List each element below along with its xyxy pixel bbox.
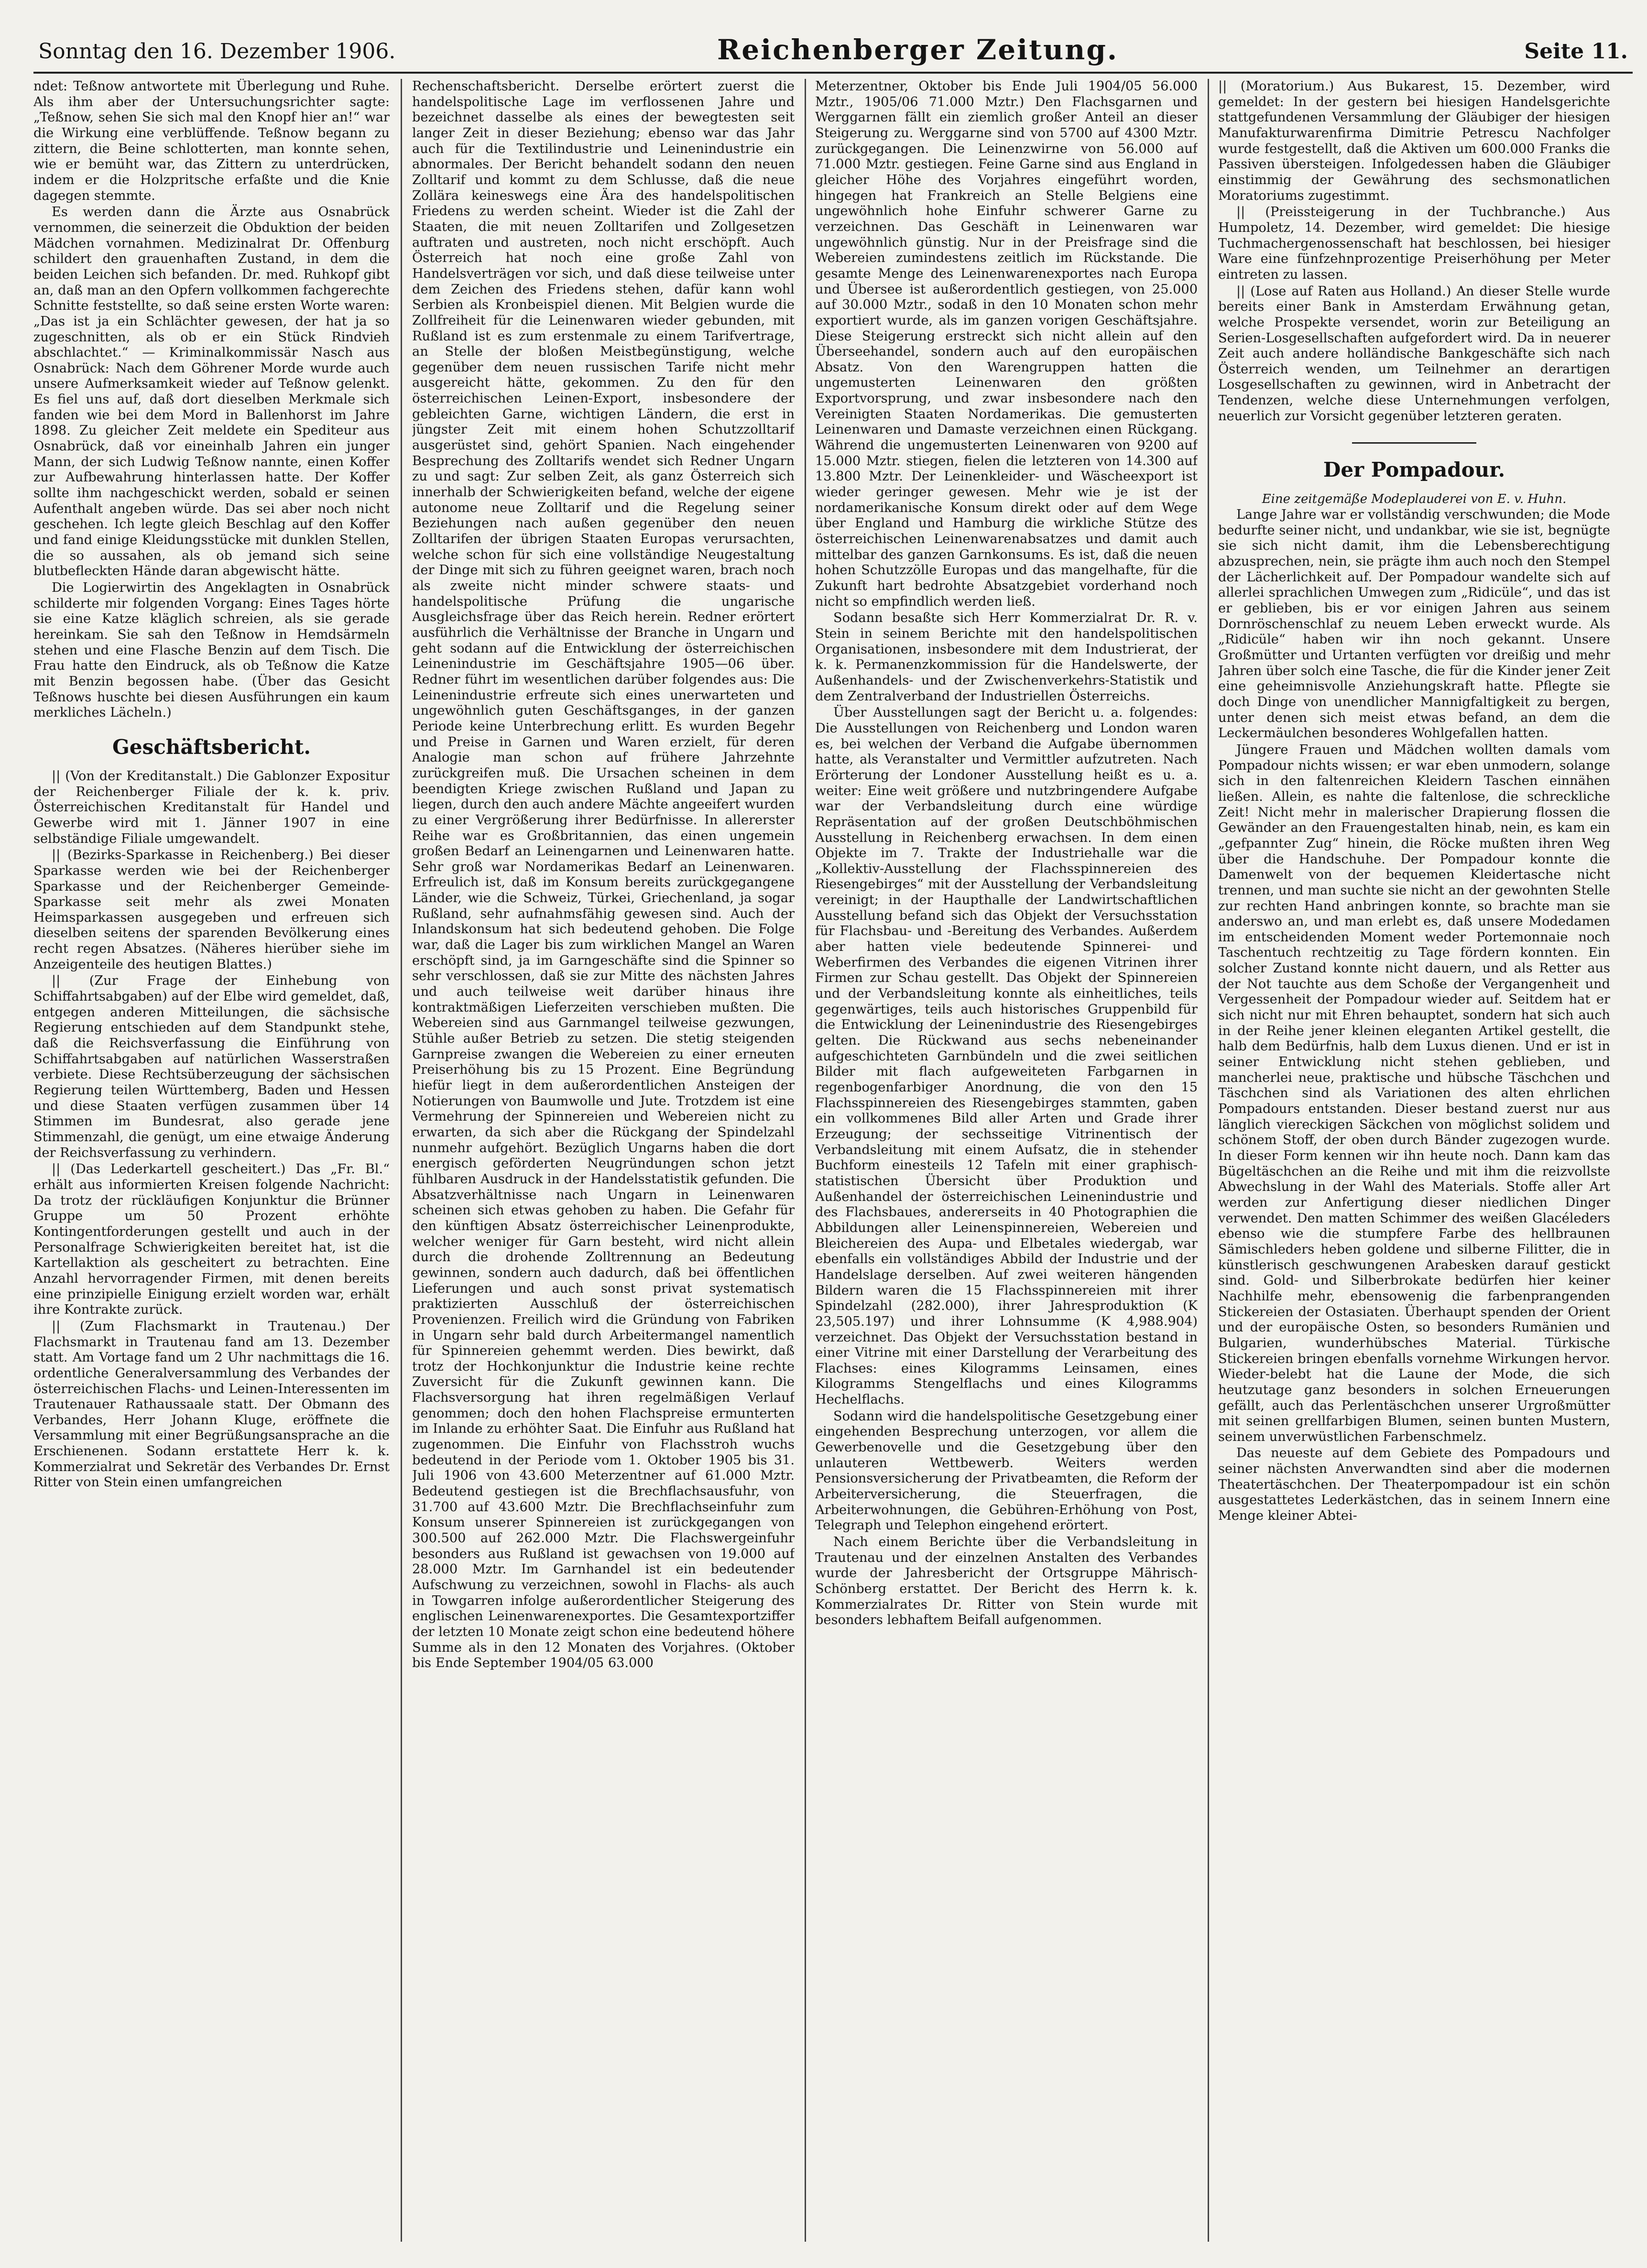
article-paragraph: Die Logierwirtin des Angeklagten in Osnabrück schilderte mir folgenden Vorgang: Eines Tages hörte sie eine Katze kläglich schreien, als sie gerade hereinkam. Sie sah den Teßnow in Hemdsärmeln stehen und eine Flasche Benzin auf dem Tisch. Die Frau hatte den Eindruck, als ob Teßnow die Katze mit Benzin begossen habe. (Über das Gesicht Teßnows huschte bei diesen Ausführungen ein kaum merkliches Lächeln.) <box>33 580 390 720</box>
column-divider <box>805 79 806 2242</box>
article-paragraph: Meterzentner, Oktober bis Ende Juli 1904/05 56.000 Mztr., 1905/06 71.000 Mztr.) Den Flachsgarnen und Werggarnen fällt ein ziemlich großer Anteil an dieser Steigerung zu. Werggarne sind von 5700 auf 4300 Mztr. zurückgegangen. Die Leinenzwirne von 56.000 auf 71.000 Mztr. gestiegen. Feine Garne sind aus England in gleicher Höhe des Vorjahres eingeführt worden, hingegen hat Frankreich an Stelle Belgiens eine ungewöhnlich hohe Einfuhr schwerer Garne zu verzeichnen. Das Geschäft in Leinenwaren war ungewöhnlich günstig. Nur in der Preisfrage sind die Webereien zumindestens zeitlich im Rückstande. Die gesamte Menge des Leinenwarenexportes nach Europa und Übersee ist außerordentlich gestiegen, von 25.000 auf 30.000 Mztr., sodaß in den 10 Monaten schon mehr exportiert wurde, als im ganzen vorigen Geschäftsjahre. Diese Steigerung erstreckt sich nicht allein auf den Überseehandel, sondern auch auf den europäischen Absatz. Von den Warengruppen hatten die ungemusterten Leinenwaren den größten Exportvorsprung, und zwar insbesondere nach den Vereinigten Staaten Nordamerikas. Die gemusterten Leinenwaren und Damaste verzeichnen einen Rückgang. Während die ungemusterten Leinenwaren von 9200 auf 15.000 Mztr. stiegen, fielen die letzteren von 14.300 auf 13.800 Mztr. Der Leinenkleider- und Wäscheexport ist wieder geringer gewesen. Mehr wie je ist der nordamerikanische Konsum direkt oder auf dem Wege über England und Hamburg die wirkliche Stütze des österreichischen Leinenwarenabsatzes und damit auch mittelbar des ganzen Garnkonsums. Es ist, daß die neuen hohen Schutzzölle Europas und das mangelhafte, für die Zukunft hart bedrohte Absatzgebiet vorderhand noch nicht so empfindlich werden ließ. <box>815 79 1198 609</box>
column-divider <box>1208 79 1209 2242</box>
column-1 <box>33 79 390 2242</box>
news-item: || (Bezirks-Sparkasse in Reichenberg.) Bei dieser Sparkasse werden wie bei der Reichenberger Sparkasse und der Reichenberger Gemeinde-Sparkasse seit mehr als zwei Monaten Heimsparkassen ausgegeben und erfreuen sich dieselben seitens der sparenden Bevölkerung eines recht regen Absatzes. (Näheres hierüber siehe im Anzeigenteile des heutigen Blattes.) <box>33 848 390 972</box>
article-paragraph: Sodann besaßte sich Herr Kommerzialrat Dr. R. v. Stein in seinem Berichte mit den handelspolitischen Organisationen, insbesondere mit dem Industrierat, der k. k. Permanenzkommission für die Handelswerte, der Außenhandels- und der Zwischenverkehrs-Statistik und dem Zentralverband der Industriellen Österreichs. <box>815 611 1198 704</box>
news-item: || (Preissteigerung in der Tuchbranche.) Aus Humpoletz, 14. Dezember, wird gemeldet: Die hiesige Tuchmachergenossenschaft hat beschlossen, bei hiesiger Ware eine fünfzehnprozentige Preiserhöhung per Meter eintreten zu lassen. <box>1218 205 1610 282</box>
newspaper-title: Reichenberger Zeitung. <box>717 33 1119 66</box>
news-item: || (Zum Flachsmarkt in Trautenau.) Der Flachsmarkt in Trautenau fand am 13. Dezember statt. Am Vortage fand um 2 Uhr nachmittags die 16. ordentliche Generalversammlung des Verbandes der österreichischen Flachs- und Leinen-Interessenten im Trautenauer Rathaussaale statt. Der Obmann des Verbandes, Herr Johann Kluge, eröffnete die Versammlung mit einer Begrüßungsansprache an die Erschienenen. Sodann erstattete Herr k. k. Kommerzialrat und Sekretär des Verbandes Dr. Ernst Ritter von Stein einen umfangreichen <box>33 1319 390 1490</box>
page-header <box>0 0 1647 67</box>
article-paragraph: Über Ausstellungen sagt der Bericht u. a. folgendes: Die Ausstellungen von Reichenberg und London waren es, bei welchen der Verband die Aufgabe übernommen hatte, als Veranstalter und Vermittler aufzutreten. Nach Erörterung der Londoner Ausstellung heißt es u. a. weiter: Eine weit größere und nutzbringendere Aufgabe war der Verbandsleitung durch eine würdige Repräsentation auf der großen Deutschböhmischen Ausstellung in Reichenberg erwachsen. In dem einen Objekte im 7. Trakte der Industriehalle war die „Kollektiv-Ausstellung der Flachsspinnereien des Riesengebirges“ mit der Ausstellung der Verbandsleitung vereinigt; in der Haupthalle der Landwirtschaftlichen Ausstellung befand sich das Objekt der Versuchsstation für Flachsbau- und -Bereitung des Verbandes. Außerdem aber hatten viele bedeutende Spinnerei- und Weberfirmen des Verbandes die eigenen Vitrinen ihrer Firmen zur Schau gestellt. Das Objekt der Spinnereien und der Verbandsleitung konnte als einheitliches, teils gegenwärtiges, teils auch historisches Gruppenbild für die Entwicklung der Leinenindustrie des Riesengebirges gelten. Die Rückwand aus sechs nebeneinander aufgeschichteten Garnbündeln und die zwei seitlichen Bilder mit flach aufgeweiteten Farbgarnen in regenbogenfarbiger Anordnung, die von den 15 Flachsspinnereien des Riesengebirges stammten, gaben ein vollkommenes Bild aller Arten und Grade ihrer Erzeugung; der sechsseitige Vitrinentisch der Verbandsleitung mit einem Aufsatz, die in stehender Buchform einesteils 12 Tafeln mit einer graphisch-statistischen Übersicht über Produktion und Außenhandel der österreichischen Leinenindustrie und des Flachsbaues, andererseits in 40 Photographien die Abbildungen aller Leinenspinnereien, Webereien und Bleichereien des Aupa- und Elbetales wiedergab, war ebenfalls ein vollständiges Abbild der Industrie und der Handelslage derselben. Auf zwei weiteren hängenden Bildern waren die 15 Flachsspinnereien mit ihrer Spindelzahl (282.000), ihrer Jahresproduktion (K 23,505.197) und ihrer Lohnsumme (K 4,988.904) verzeichnet. Das Objekt der Versuchsstation bestand in einer Vitrine mit einer Darstellung der Verarbeitung des Flachses: eines Kilogramms Leinsamen, eines Kilogramms Stengelflachs und eines Kilogramms Hechelflachs. <box>815 705 1198 1407</box>
article-paragraph: Jüngere Frauen und Mädchen wollten damals vom Pompadour nichts wissen; er war eben unmodern, solange sich in den faltenreichen Kleidern Taschen einnähen ließen. Allein, es nahte die faltenlose, die schreckliche Zeit! Nicht mehr in malerischer Drapierung flossen die Gewänder an den Frauengestalten hinab, nein, es kam ein „gefpannter Zug“ hinein, die Röcke mußten ihren Weg über die Handschuhe. Der Pompadour konnte die Damenwelt von der bequemen Kleidertasche nicht trennen, und man suchte sie nicht an der gewohnten Stelle zur rechten Hand anbringen konnte, so brachte man sie anderswo an, und man erlebt es, daß unsere Modedamen im entscheidenden Moment weder Portemonnaie noch Taschentuch rechtzeitig zu Tage fördern konnten. Ein solcher Zustand konnte nicht dauern, und als Retter aus der Not tauchte aus dem Schoße der Vergangenheit und Vergessenheit der Pompadour wieder auf. Seitdem hat er sich nicht nur mit Ehren behauptet, sondern hat sich auch in der Reihe jener kleinen eleganten Artikel gestellt, die halb dem Bedürfnis, halb dem Luxus dienen. Und er ist in seiner Entwicklung nicht stehen geblieben, und mancherlei neue, praktische und hübsche Täschchen und Täschchen sind als Variationen des alten ehrlichen Pompadours entstanden. Dieser bestand zuerst nur aus länglich viereckigen Säckchen von möglichst solidem und schönem Stoff, der oben durch Bänder zugezogen wurde. In dieser Form kennen wir ihn heute noch. Dann kam das Bügeltäschchen an die Reihe und mit ihm die reizvollste Abwechslung in der Wahl des Materials. Stoffe aller Art werden zur Anfertigung dieser niedlichen Dinger verwendet. Den matten Schimmer des weißen Glacéleders ebenso wie die stumpfere Farbe des hellbraunen Sämischleders heben goldene und silberne Filitter, die in künstlerisch geschwungenen Arabesken darauf gestickt sind. Gold- und Silberbrokate bedürfen hier keiner Nachhilfe mehr, ebensowenig die farbenprangenden Stickereien der Ostasiaten. Überhaupt spenden der Orient und der europäische Osten, so besonders Rumänien und Bulgarien, wunderhübsches Material. Türkische Stickereien bringen ebenfalls vornehme Wirkungen hervor. Wieder-belebt hat die Laune der Mode, die sich heutzutage ganz besonders in solchen Erneuerungen gefällt, auch das Perlentäschchen unserer Urgroßmütter mit seinen grellfarbigen Blumen, seinen bunten Mustern, seinem unverwüstlichen Farbenschmelz. <box>1218 742 1610 1444</box>
section-separator <box>1352 442 1476 444</box>
article-paragraph: Sodann wird die handelspolitische Gesetzgebung einer eingehenden Besprechung unterzogen, vor allem die Gewerbenovelle und die Gesetzgebung über den unlauteren Wettbewerb. Weiters werden Pensionsversicherung der Privatbeamten, die Reform der Arbeiterversicherung, die Steuerfragen, die Arbeiterwohnungen, die Gebühren-Erhöhung von Post, Telegraph und Telephon eingehend erörtert. <box>815 1408 1198 1533</box>
article-paragraph: Nach einem Berichte über die Verbandsleitung in Trautenau und der einzelnen Anstalten des Verbandes wurde der Jahresbericht der Ortsgruppe Mährisch-Schönberg erstattet. Der Bericht des Herrn k. k. Kommerzialrates Dr. Ritter von Stein wurde mit besonders lebhaftem Beifall aufgenommen. <box>815 1535 1198 1628</box>
news-item: || (Moratorium.) Aus Bukarest, 15. Dezember, wird gemeldet: In der gestern bei hiesigen Handelsgerichte stattgefundenen Versammlung der Gläubiger der hiesigen Manufakturwarenfirma Dimitrie Petrescu Nachfolger wurde festgestellt, daß die Aktiven um 600.000 Franks die Passiven übersteigen. Infolgedessen haben die Gläubiger einstimmig der Gewährung des sechsmonatlichen Moratoriums zugestimmt. <box>1218 79 1610 203</box>
section-heading-pompadour: Der Pompadour. <box>1323 458 1505 482</box>
article-paragraph: ndet: Teßnow antwortete mit Überlegung und Ruhe. Als ihm aber der Untersuchungsrichter sagte: „Teßnow, sehen Sie sich mal den Knopf hier an!“ war die Wirkung eine verblüffende. Teßnow begann zu zittern, die Beine schlotterten, man konnte sehen, wie er bemüht war, das Zittern zu unterdrücken, indem er die Holzpritsche erfaßte und die Knie dagegen stemmte. <box>33 79 390 203</box>
column-3 <box>815 79 1198 2242</box>
article-paragraph: Lange Jahre war er vollständig verschwunden; die Mode bedurfte seiner nicht, und undankbar, wie sie ist, begnügte sie sich nicht damit, ihm die Lebensberechtigung abzusprechen, nein, sie prägte ihm auch noch den Stempel der Lächerlichkeit auf. Der Pompadour wandelte sich auf allerlei sprachlichen Umwegen zum „Ridicüle“, und das ist er geblieben, bis er vor einigen Jahren aus seinem Dornröschenschlaf zu neuem Leben erweckt wurde. Als „Ridicüle“ haben wir ihn noch gekannt. Unsere Großmütter und Urtanten verfügten vor dreißig und mehr Jahren über solch eine Tasche, die für die Kinder jener Zeit eine geheimnisvolle Anziehungskraft hatte. Pflegte sie doch Dinge von unendlicher Mannigfaltigkeit zu bergen, unter denen sich meist etwas befand, an dem die Leckermäulchen besonderes Wohlgefallen hatten. <box>1218 507 1610 741</box>
page-number: Seite 11. <box>1524 39 1628 64</box>
article-paragraph: Es werden dann die Ärzte aus Osnabrück vernommen, die seinerzeit die Obduktion der beiden Mädchen vornahmen. Medizinalrat Dr. Offenburg schildert den grauenhaften Zustand, in dem die beiden Leichen sich befanden. Dr. med. Ruhkopf gibt an, daß man an den Opfern vollkommen fachgerechte Schnitte feststellte, so daß seine ersten Worte waren: „Das ist ja ein Schlächter gewesen, der hat ja so zugeschnitten, als ob er ein Stück Rindvieh abschlachtet.“ — Kriminalkommissär Nasch aus Osnabrück: Nach dem Göhrener Morde wurde auch unsere Aufmerksamkeit wieder auf Teßnow gelenkt. Es fiel uns auf, daß dort dieselben Merkmale sich fanden wie bei dem Mord in Ballenhorst im Jahre 1898. Zu gleicher Zeit meldete ein Spediteur aus Osnabrück, daß vor eineinhalb Jahren ein junger Mann, der sich Ludwig Teßnow nannte, einen Koffer zur Aufbewahrung hinterlassen hatte. Der Koffer sollte ihm nachgeschickt werden, sobald er seinen Aufenthalt angeben würde. Das sei aber noch nicht geschehen. Ich legte gleich Beschlag auf den Koffer und fand einige Kleidungsstücke mit dunklen Stellen, die so aussahen, als ob jemand sich seine blutbefleckten Hände daran abgewischt hätte. <box>33 205 390 579</box>
column-2 <box>412 79 795 2242</box>
column-divider <box>401 79 402 2242</box>
article-paragraph: Rechenschaftsbericht. Derselbe erörtert zuerst die handelspolitische Lage im verflossenen Jahre und bezeichnet dasselbe als eines der bewegtesten seit langer Zeit in dieser Beziehung; ebenso war das Jahr auch für die Textilindustrie und Leinenindustrie ein abnormales. Der Bericht behandelt sodann den neuen Zolltarif und kommt zu dem Schlusse, daß die neue Zollära keineswegs eine Ära des handelspolitischen Friedens zu werden scheint. Wieder ist die Zahl der Staaten, die mit neuen Zolltarifen und Zollgesetzen auftraten und austreten, noch nicht erschöpft. Auch Österreich hat noch eine große Zahl von Handelsverträgen vor sich, und daß diese teilweise unter dem Zeichen des Friedens stehen, dafür kann wohl Serbien als Kronbeispiel dienen. Mit Belgien wurde die Zollfreiheit für die Leinenwaren wieder gebunden, mit Rußland ist es zum erstenmale zu einem Tarifvertrage, an Stelle der bloßen Meistbegünstigung, welche gegenüber dem neuen russischen Tarife nicht mehr ausgereicht hätte, gekommen. Zu den für den österreichischen Leinen-Export, insbesondere der gebleichten Garne, wichtigen Ländern, die erst in jüngster Zeit mit einem hohen Schutzzolltarif ausgerüstet sind, gehört Spanien. Nach eingehender Besprechung des Zolltarifs wendet sich Redner Ungarn zu und sagt: Zur selben Zeit, als ganz Österreich sich innerhalb der Schwierigkeiten befand, welche der eigene autonome neue Zolltarif und die Regelung seiner Beziehungen nach außen gegenüber den neuen Zolltarifen der übrigen Staaten Europas verursachten, welche schon für sich eine vollständige Neugestaltung der Dinge mit sich zu führen geeignet waren, brach noch als zweite nicht minder schwere staats- und handelspolitische Prüfung die ungarische Ausgleichsfrage über das Reich herein. Redner erörtert ausführlich die Verhältnisse der Branche in Ungarn und geht sodann auf die Entwicklung der österreichischen Leinenindustrie im Geschäftsjahre 1905—06 über. Redner führt im wesentlichen darüber folgendes aus: Die Leinenindustrie erfreute sich eines unerwarteten und ungewöhnlich guten Geschäftsganges, in der ganzen Periode keine Unterbrechung erlitt. Es wurden Begehr und Preise in Garnen und Waren erzielt, für deren Analogie man schon auf frühere Jahrzehnte zurückgreifen muß. Die Ursachen scheinen in dem beendigten Kriege zwischen Rußland und Japan zu liegen, durch den auch andere Mächte angeeifert wurden zu einer Vergrößerung ihrer Bedürfnisse. In allererster Reihe war es Großbritannien, das einen ungemein großen Bedarf an Leinengarnen und Leinenwaren hatte. Sehr groß war Nordamerikas Bedarf an Leinenwaren. Erfreulich ist, daß im Konsum bereits zurückgegangene Länder, wie die Schweiz, Türkei, Griechenland, ja sogar Rußland, sehr aufnahmsfähig gewesen sind. Auch der Inlandskonsum hat sich bedeutend gehoben. Die Folge war, daß die Lager bis zum wirklichen Mangel an Waren erschöpft sind, ja im Garngeschäfte sind die Spinner so sehr verschlossen, daß sie zur Mitte des nächsten Jahres und auch teilweise weit darüber hinaus ihre kontraktmäßigen Lieferzeiten verschieben mußten. Die Webereien sind aus Garnmangel teilweise gezwungen, Stühle außer Betrieb zu setzen. Die stetig steigenden Garnpreise zwangen die Webereien zu einer erneuten Preiserhöhung bis zu 15 Prozent. Eine Begründung hiefür liegt in dem außerordentlichen Ansteigen der Notierungen von Baumwolle und Jute. Trotzdem ist eine Vermehrung der Spinnereien und Webereien nicht zu erwarten, da sich aber die Rückgang der Spindelzahl nunmehr aufgehört. Bezüglich Ungarns haben die dort energisch geförderten Neugründungen schon jetzt fühlbaren Ausdruck in der Handelsstatistik gefunden. Die Absatzverhältnisse nach Ungarn in Leinenwaren scheinen sich etwas gehoben zu haben. Die Gefahr für den künftigen Absatz österreichischer Leinenprodukte, welcher weniger für Garn besteht, wird nicht allein durch die drohende Zolltrennung an Bedeutung gewinnen, sondern auch dadurch, daß bei öffentlichen Lieferungen und auch sonst privat systematisch praktizierten Ausschluß der österreichischen Provenienzen. Freilich wird die Gründung von Fabriken in Ungarn sehr bald durch Arbeitermangel namentlich für Spinnereien gehemmt werden. Dies bewirkt, daß trotz der Hochkonjunktur die Industrie keine rechte Zuversicht für die Zukunft gewinnen kann. Die Flachsversorgung hat ihren regelmäßigen Verlauf genommen; doch den hohen Flachspreise ermunterten im Inlande zu erhöhter Saat. Die Einfuhr aus Rußland hat zugenommen. Die Einfuhr von Flachsstroh wuchs bedeutend in der Periode vom 1. Oktober 1905 bis 31. Juli 1906 von 43.600 Meterzentner auf 61.000 Mztr. Bedeutend gestiegen ist die Brechflachsausfuhr, von 31.700 auf 43.600 Mztr. Die Brechflachseinfuhr zum Konsum unserer Spinnereien ist zurückgegangen von 300.500 auf 262.000 Mztr. Die Flachswergeinfuhr besonders aus Rußland ist gewachsen von 19.000 auf 28.000 Mztr. Im Garnhandel ist ein bedeutender Aufschwung zu verzeichnen, sowohl in Flachs- als auch in Towgarren infolge außerordentlicher Steigerung des englischen Leinenwarenexportes. Die Gesamtexportziffer der letzten 10 Monate zeigt schon eine bedeutend höhere Summe als in den 12 Monaten des Vorjahres. (Oktober bis Ende September 1904/05 63.000 <box>412 79 795 1671</box>
article-paragraph: Das neueste auf dem Gebiete des Pompadours und seiner nächsten Anverwandten sind aber die modernen Theatertäschchen. Der Theaterpompadour ist ein schön ausgestattetes Lederkästchen, das in seinem Innern eine Menge kleiner Abtei- <box>1218 1446 1610 1524</box>
news-item: || (Das Lederkartell gescheitert.) Das „Fr. Bl.“ erhält aus informierten Kreisen folgende Nachricht: Da trotz der rückläufigen Konjunktur die Brünner Gruppe um 50 Prozent erhöhte Kontingentforderungen gestellt und auch in der Personalfrage Schwierigkeiten bereitet hat, ist die Kartellaktion als gescheitert zu betrachten. Eine Anzahl hervorragender Firmen, mit denen bereits eine prinzipielle Einigung erzielt worden war, erhält ihre Kontrakte zurück. <box>33 1162 390 1318</box>
column-4 <box>1218 79 1610 2242</box>
article-subtitle: Eine zeitgemäße Modeplauderei von E. v. Huhn. <box>1262 492 1567 507</box>
header-rule <box>33 72 1633 74</box>
news-item: || (Zur Frage der Einhebung von Schiffahrtsabgaben) auf der Elbe wird gemeldet, daß, entgegen anderen Mitteilungen, die sächsische Regierung entschieden auf dem Standpunkt stehe, daß die Reichsverfassung die Einführung von Schiffahrtsabgaben auf natürlichen Wasserstraßen verbiete. Diese Rechtsüberzeugung der sächsischen Regierung teilen Württemberg, Baden und Hessen und diese Staaten verfügen zusammen über 14 Stimmen im Bundesrat, also gerade jene Stimmenzahl, die genügt, um eine etwaige Änderung der Reichsverfassung zu verhindern. <box>33 973 390 1160</box>
section-heading-business-report: Geschäftsbericht. <box>112 735 311 759</box>
header-date: Sonntag den 16. Dezember 1906. <box>38 39 396 64</box>
news-item: || (Von der Kreditanstalt.) Die Gablonzer Expositur der Reichenberger Filiale der k. k. priv. Österreichischen Kreditanstalt für Handel und Gewerbe wird mit 1. Jänner 1907 in eine selbständige Filiale umgewandelt. <box>33 768 390 846</box>
news-item: || (Lose auf Raten aus Holland.) An dieser Stelle wurde bereits einer Bank in Amsterdam Erwähnung getan, welche Prospekte versendet, worin zur Beteiligung an Serien-Losgesellschaften aufgefordert wird. Da in neuerer Zeit auch andere holländische Bankgeschäfte sich nach Österreich wenden, um Teilnehmer an derartigen Losgesellschaften zu gewinnen, wird in Anbetracht der Tendenzen, welche diese Unternehmungen verfolgen, neuerlich zur Vorsicht gegenüber letzteren geraten. <box>1218 284 1610 424</box>
